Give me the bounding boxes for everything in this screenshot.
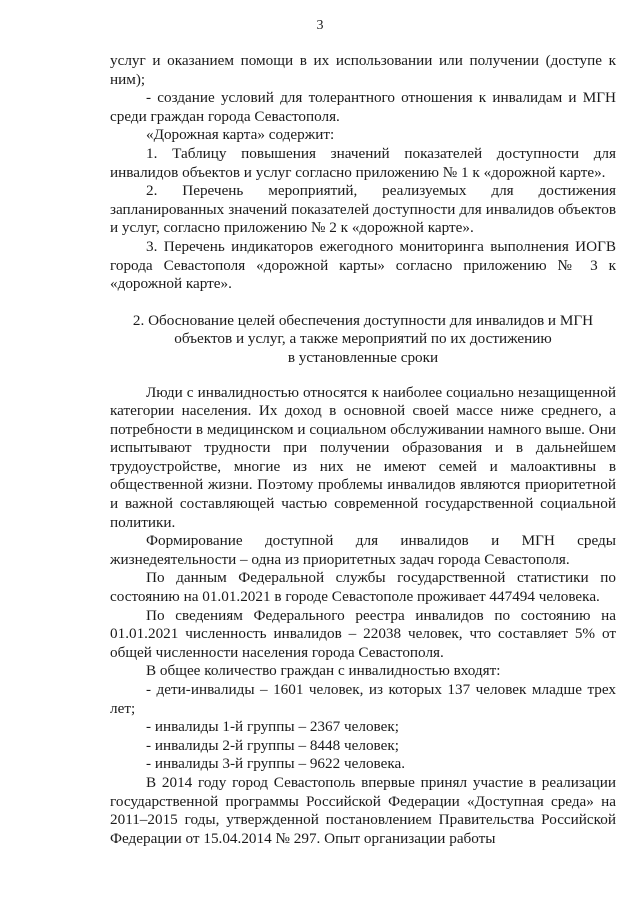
- list-item: - дети-инвалиды – 1601 человек, из которых 137 человек младше трех лет;: [110, 681, 616, 717]
- roadmap-contents-lead: «Дорожная карта» содержит:: [146, 126, 335, 144]
- body-paragraph: Формирование доступной для инвалидов и МГН среды жизнедеятельности – одна из приоритетных задач города Севастополя.: [110, 532, 616, 568]
- roadmap-contents-item-1: 1. Таблицу повышения значений показателей доступности для инвалидов объектов и услуг согласно приложению № 1 к «дорожной карте».: [110, 144, 616, 181]
- section-heading: [110, 312, 616, 368]
- body-paragraph: По данным Федеральной службы государственной статистики по состоянию на 01.01.2021 в городе Севастополе проживает 447494 человека.: [110, 569, 616, 606]
- roadmap-contents-item-2: 2. Перечень мероприятий, реализуемых для достижения запланированных значений показателей доступности для инвалидов объектов и услуг, согласно приложению № 2 к «дорожной карте».: [110, 182, 616, 237]
- page-number: 3: [316, 18, 324, 33]
- list-item: - инвалиды 3-й группы – 9622 человека.: [146, 755, 406, 773]
- body-paragraph: Люди с инвалидностью относятся к наиболее социально незащищенной категории населения. Их доход в основной своей массе ниже среднего, а потребности в медицинском и социальном обслуживании намного выше. Они испытывают трудности при получении образования и в дальнейшем трудоустройстве, многие из них не имеют семей и малоактивны в общественной жизни. Поэтому проблемы инвалидов являются приоритетной и важной составляющей частью современной государственной социальной политики.: [110, 383, 616, 531]
- body-paragraph: В 2014 году город Севастополь впервые принял участие в реализации государственной программы Российской Федерации «Доступная среда» на 2011–2015 годы, утвержденной постановлением Правительства Российской Федерации от 15.04.2014 № 297. Опыт организации работы: [110, 773, 616, 847]
- intro-paragraph-continuation: услуг и оказанием помощи в их использовании или получении (доступе к ним);: [110, 52, 616, 88]
- body-paragraph: В общее количество граждан с инвалидностью входят:: [146, 662, 501, 680]
- section-heading-line-2: объектов и услуг, а также мероприятий по их достижению: [174, 330, 552, 348]
- section-heading-line-1: 2. Обоснование целей обеспечения доступности для инвалидов и МГН: [132, 311, 594, 329]
- body-paragraph: По сведениям Федерального реестра инвалидов по состоянию на 01.01.2021 численность инвалидов – 22038 человек, что составляет 5% от общей численности населения города Севастополя.: [110, 606, 616, 661]
- intro-list-item: - создание условий для толерантного отношения к инвалидам и МГН среди граждан города Севастополя.: [110, 89, 616, 125]
- roadmap-contents-item-3: 3. Перечень индикаторов ежегодного мониторинга выполнения ИОГВ города Севастополя «дорожной карты» согласно приложению № 3 к «дорожной карте».: [110, 237, 616, 293]
- section-heading-line-3: в установленные сроки: [287, 348, 439, 366]
- document-body: [110, 52, 616, 848]
- list-item: - инвалиды 2-й группы – 8448 человек;: [146, 736, 399, 754]
- list-item: - инвалиды 1-й группы – 2367 человек;: [146, 718, 399, 736]
